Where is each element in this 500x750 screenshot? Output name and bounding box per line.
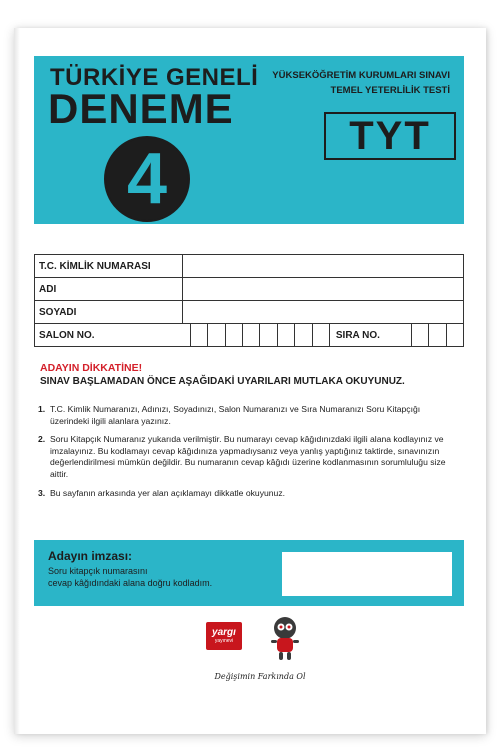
salon-digit-box[interactable]: [260, 324, 277, 346]
name-label: ADI: [35, 278, 183, 301]
salon-digit-box[interactable]: [313, 324, 330, 346]
series-title: TÜRKİYE GENELİ: [50, 64, 259, 91]
salon-digit-box[interactable]: [191, 324, 208, 346]
signature-field[interactable]: [282, 552, 452, 596]
sira-digit-box[interactable]: [447, 324, 463, 346]
sira-digit-box[interactable]: [429, 324, 446, 346]
tc-label: T.C. KİMLİK NUMARASI: [35, 255, 183, 278]
exam-number: 4: [126, 139, 168, 219]
sira-label: SIRA NO.: [330, 324, 412, 346]
surname-row: [35, 301, 464, 324]
salon-digit-box[interactable]: [226, 324, 243, 346]
warning-subtitle: SINAV BAŞLAMADAN ÖNCE AŞAĞIDAKİ UYARILARI MUTLAKA OKUYUNUZ.: [40, 376, 405, 387]
item-number: 1.: [38, 404, 46, 414]
salon-digit-box[interactable]: [278, 324, 295, 346]
candidate-id-form: [34, 254, 464, 347]
publisher-logo: [206, 622, 242, 650]
signature-title: Adayın imzası:: [48, 549, 133, 563]
item-text: Soru Kitapçık Numaranız yukarıda verilmiştir. Bu numarayı cevap kâğıdınızdaki ilgili alana kodlayınız ve imzalayınız. Bu kodlamayı cevap kâğıdınıza yapmadıysanız veya yanlış yaptığınız taktirde, sınavınızın değerlendirilmesi mümkün değildir. Bu numaranın cevap kâğıdı üzerine kodlanmasının sorumluluğu size aittir.: [50, 434, 446, 479]
list-item: [38, 488, 458, 500]
item-number: 2.: [38, 434, 46, 445]
exam-number-badge: [104, 136, 190, 222]
series-subtitle: DENEME: [48, 85, 234, 132]
logo-wordmark: yargı: [212, 627, 236, 638]
item-text: T.C. Kimlik Numaranızı, Adınızı, Soyadınızı, Salon Numaranızı ve Sıra Numaranızı Soru Kitapçığı üzerindeki ilgili alanlara yazınız.: [50, 404, 421, 426]
sira-digit-box[interactable]: [412, 324, 429, 346]
exam-name-line1: YÜKSEKÖĞRETİM KURUMLARI SINAVI: [272, 70, 450, 81]
list-item: [38, 404, 458, 427]
exam-code: TYT: [349, 114, 431, 158]
name-row: [35, 278, 464, 301]
salon-sira-row: [35, 324, 464, 347]
salon-label: SALON NO.: [35, 324, 191, 346]
exam-name: [272, 68, 450, 98]
tc-field[interactable]: [183, 255, 464, 278]
logo-subtext: yayınevi: [214, 638, 234, 644]
item-text: Bu sayfanın arkasında yer alan açıklamayı dikkatle okuyunuz.: [50, 487, 286, 498]
signature-panel: [34, 540, 464, 606]
list-item: [38, 434, 458, 480]
signature-statement: [48, 566, 212, 589]
salon-digit-box[interactable]: [243, 324, 260, 346]
name-field[interactable]: [183, 278, 464, 301]
item-number: 3.: [38, 487, 46, 498]
salon-digit-box[interactable]: [295, 324, 312, 346]
surname-label: SOYADI: [35, 301, 183, 324]
signature-statement-line1: Soru kitapçık numarasını: [48, 566, 148, 576]
instruction-list: [38, 404, 458, 506]
mascot-icon: [268, 614, 302, 662]
warning-title: ADAYIN DİKKATİNE!: [40, 362, 143, 374]
exam-name-line2: TEMEL YETERLİLİK TESTİ: [330, 85, 450, 97]
tc-row: [35, 255, 464, 278]
surname-field[interactable]: [183, 301, 464, 324]
salon-digit-box[interactable]: [208, 324, 225, 346]
publisher-slogan: Değişimin Farkında Ol: [214, 672, 306, 681]
cover-header: [34, 56, 464, 224]
spine-shadow: [14, 28, 20, 734]
exam-code-box: [324, 112, 456, 160]
signature-statement-line2: cevap kâğıdındaki alana doğru kodladım.: [48, 577, 213, 588]
